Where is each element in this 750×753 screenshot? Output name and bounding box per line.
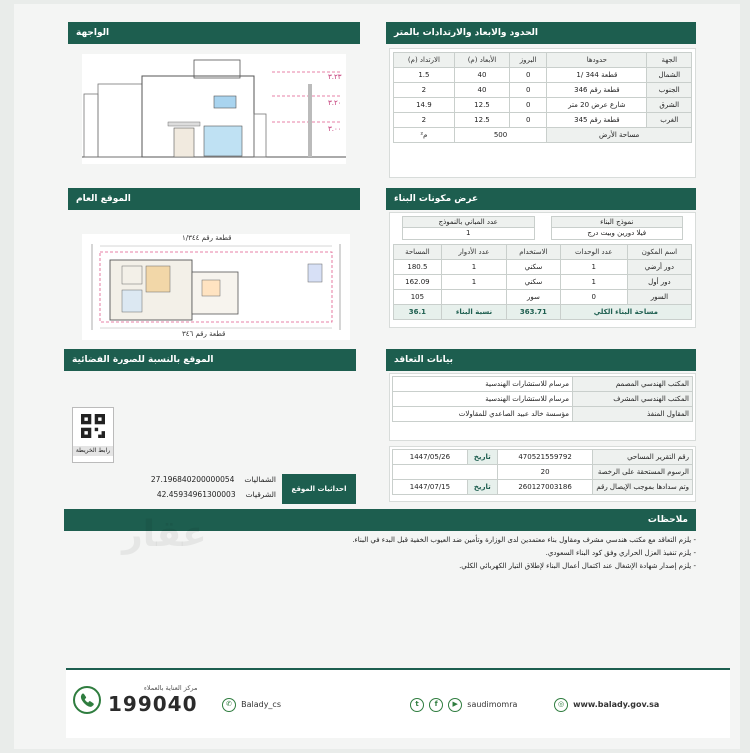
contract-header: [386, 349, 696, 371]
border-cell: قطعة 344 /1: [547, 68, 647, 83]
setback-cell: 2: [394, 113, 455, 128]
floors-cell: 1: [441, 260, 506, 275]
site-plan-svg: [82, 234, 350, 340]
dimension-cell: 40: [454, 83, 509, 98]
permit-table: [392, 449, 693, 495]
component-cell: السور: [627, 290, 691, 305]
invoice-label: وتم سدادها بموجب الإيصال رقم: [593, 480, 693, 495]
dimension-cell: 12.5: [454, 98, 509, 113]
date-label: تاريخ: [467, 450, 497, 465]
site-plan-drawing: [82, 234, 350, 340]
totals-row: [394, 305, 692, 320]
invoice-value: 260127003186: [497, 480, 592, 495]
cs-handle[interactable]: [222, 694, 281, 713]
units-cell: 0: [560, 290, 627, 305]
survey-label: رقم التقرير المساحي: [593, 450, 693, 465]
units-cell: 1: [560, 260, 627, 275]
col-area: المساحة: [394, 245, 442, 260]
contract-box: [389, 373, 696, 441]
level-labels: [328, 64, 340, 142]
area-cell: 162.09: [394, 275, 442, 290]
border-cell: قطعة رقم 345: [547, 113, 647, 128]
contract-title: بيانات التعاقد: [394, 355, 454, 365]
boundaries-title: الحدود والابعاد والارتدادات بالمتر: [394, 28, 539, 38]
table-row: [394, 68, 692, 83]
build-ratio-value: 36.1: [394, 305, 442, 320]
setback-cell: 14.9: [394, 98, 455, 113]
table-row: [393, 392, 693, 407]
satellite-header: [64, 349, 356, 371]
youtube-icon: ▶: [448, 698, 462, 712]
area-unit: م²: [394, 128, 455, 143]
col-component: اسم المكون: [627, 245, 691, 260]
site-header: [68, 188, 360, 210]
setback-cell: 1.5: [394, 68, 455, 83]
east-value: 42.45934961300003: [156, 490, 236, 499]
col-projection: البروز: [510, 53, 547, 68]
floors-cell: [441, 290, 506, 305]
building-model-label: نموذج البناء: [551, 216, 684, 228]
coords-title: احداثيات الموقع: [282, 474, 356, 504]
building-header: [386, 188, 696, 210]
qr-label: رابط الخريطة: [73, 446, 113, 456]
contract-value: مرسام للاستشارات الهندسية: [393, 377, 573, 392]
contract-value: مرسام للاستشارات الهندسية: [393, 392, 573, 407]
level-label: ٣.٢٣: [328, 73, 342, 81]
contract-table: [392, 376, 693, 422]
facade-elevation-svg: [82, 54, 346, 164]
watermark: عقار: [122, 514, 207, 555]
direction-cell: الشمال: [647, 68, 692, 83]
twitter-icon: t: [410, 698, 424, 712]
units-cell: 1: [560, 275, 627, 290]
table-row: [394, 113, 692, 128]
social-links[interactable]: [410, 694, 517, 713]
border-cell: شارع عرض 20 متر: [547, 98, 647, 113]
north-label: الشماليات: [244, 475, 276, 484]
table-row: [393, 407, 693, 422]
survey-date: 1447/05/26: [393, 450, 468, 465]
area-row: [394, 128, 692, 143]
building-count-label: عدد المباني بالنموذج: [402, 216, 535, 228]
boundaries-header: [386, 22, 696, 44]
table-row: [394, 275, 692, 290]
qr-icon: [81, 414, 105, 438]
contract-value: مؤسسة خالد عبيد الصاعدي للمقاولات: [393, 407, 573, 422]
note-item: - يلزم إصدار شهادة الإشغال عند اكتمال أعمال البناء لإطلاق التيار الكهربائي الكلي.: [459, 562, 696, 570]
notes-title: ملاحظات: [647, 515, 688, 525]
cs-handle-text: Balady_cs: [241, 700, 281, 709]
north-value: 27.196840200000054: [150, 475, 235, 484]
plot-top-label: قطعة رقم ١/٣٤٤: [182, 234, 232, 242]
use-cell: سكني: [507, 275, 561, 290]
use-cell: سكني: [507, 260, 561, 275]
footer: [66, 668, 730, 738]
facade-header: [68, 22, 360, 44]
building-box: [389, 212, 696, 328]
building-count-value: 1: [402, 228, 535, 240]
fees-value: 20: [497, 465, 592, 480]
component-cell: دور أول: [627, 275, 691, 290]
building-title: عرض مكونات البناء: [394, 194, 479, 204]
invoice-date: 1447/07/15: [393, 480, 468, 495]
area-value: 500: [454, 128, 546, 143]
projection-cell: 0: [510, 68, 547, 83]
build-ratio-label: نسبة البناء: [441, 305, 506, 320]
contract-label: المكتب الهندسي المصمم: [573, 377, 693, 392]
col-borders: حدودها: [547, 53, 647, 68]
component-cell: دور أرضي: [627, 260, 691, 275]
col-floors: عدد الأدوار: [441, 245, 506, 260]
east-label: الشرقيات: [245, 490, 276, 499]
globe-icon: ◎: [554, 698, 568, 712]
table-row: [393, 465, 693, 480]
level-label: ٣.٢٠: [328, 99, 342, 107]
total-area-value: 363.71: [507, 305, 561, 320]
note-item: - يلزم التعاقد مع مكتب هندسي مشرف ومقاول بناء معتمدين لدى الوزارة وتأمين ضد العيوب الخفية قبل البدء في البناء.: [352, 536, 696, 544]
coords-table: [152, 474, 356, 504]
cs-center-label: مركز العناية بالعملاء: [143, 684, 198, 692]
components-table: [393, 244, 692, 320]
boundaries-table: [393, 52, 692, 143]
table-row: [394, 290, 692, 305]
floors-cell: 1: [441, 275, 506, 290]
area-cell: 180.5: [394, 260, 442, 275]
website-link[interactable]: [554, 694, 659, 713]
direction-cell: الشرق: [647, 98, 692, 113]
projection-cell: 0: [510, 113, 547, 128]
dimension-cell: 40: [454, 68, 509, 83]
table-row: [394, 260, 692, 275]
license-document: [14, 4, 740, 749]
note-item: - يلزم تنفيذ العزل الحراري وفق كود البناء السعودي.: [545, 549, 696, 557]
use-cell: سور: [507, 290, 561, 305]
table-row: [393, 450, 693, 465]
satellite-title: الموقع بالنسبة للصورة الفضائية: [72, 355, 214, 365]
website-url: www.balady.gov.sa: [573, 700, 660, 709]
table-row: [394, 98, 692, 113]
area-cell: 105: [394, 290, 442, 305]
qr-code[interactable]: [72, 407, 114, 463]
setback-cell: 2: [394, 83, 455, 98]
site-title: الموقع العام: [76, 194, 131, 204]
facade-title: الواجهة: [76, 28, 110, 38]
total-area-label: مساحة البناء الكلي: [560, 305, 691, 320]
boundaries-table-box: [389, 48, 696, 178]
whatsapp-icon: ✆: [222, 698, 236, 712]
survey-value: 470521559792: [497, 450, 592, 465]
table-row: [394, 83, 692, 98]
level-label: ٣.٠٠: [328, 125, 342, 133]
social-handle: saudimomra: [467, 700, 518, 709]
permit-box: [389, 446, 696, 502]
building-model-value: فيلا دورين وبيت درج: [551, 228, 684, 240]
col-setback: الارتداد (م): [394, 53, 455, 68]
contract-label: المكتب الهندسي المشرف: [573, 392, 693, 407]
projection-cell: 0: [510, 98, 547, 113]
date-label: تاريخ: [467, 480, 497, 495]
contract-label: المقاول المنفذ: [573, 407, 693, 422]
table-row: [393, 377, 693, 392]
border-cell: قطعة رقم 346: [547, 83, 647, 98]
dimension-cell: 12.5: [454, 113, 509, 128]
col-dimensions: الأبعاد (م): [454, 53, 509, 68]
col-units: عدد الوحدات: [560, 245, 627, 260]
direction-cell: الغرب: [647, 113, 692, 128]
facade-drawing: [82, 54, 346, 164]
direction-cell: الجنوب: [647, 83, 692, 98]
facebook-icon: f: [429, 698, 443, 712]
col-direction: الجهة: [647, 53, 692, 68]
area-label: مساحة الأرض: [547, 128, 692, 143]
cs-phone: 199040: [108, 692, 198, 716]
plot-bottom-label: قطعة رقم ٣٤٦: [182, 330, 226, 338]
col-use: الاستخدام: [507, 245, 561, 260]
fees-label: الرسوم المستحقة على الرخصة: [593, 465, 693, 480]
phone-icon: [72, 685, 102, 715]
table-row: [393, 480, 693, 495]
projection-cell: 0: [510, 83, 547, 98]
